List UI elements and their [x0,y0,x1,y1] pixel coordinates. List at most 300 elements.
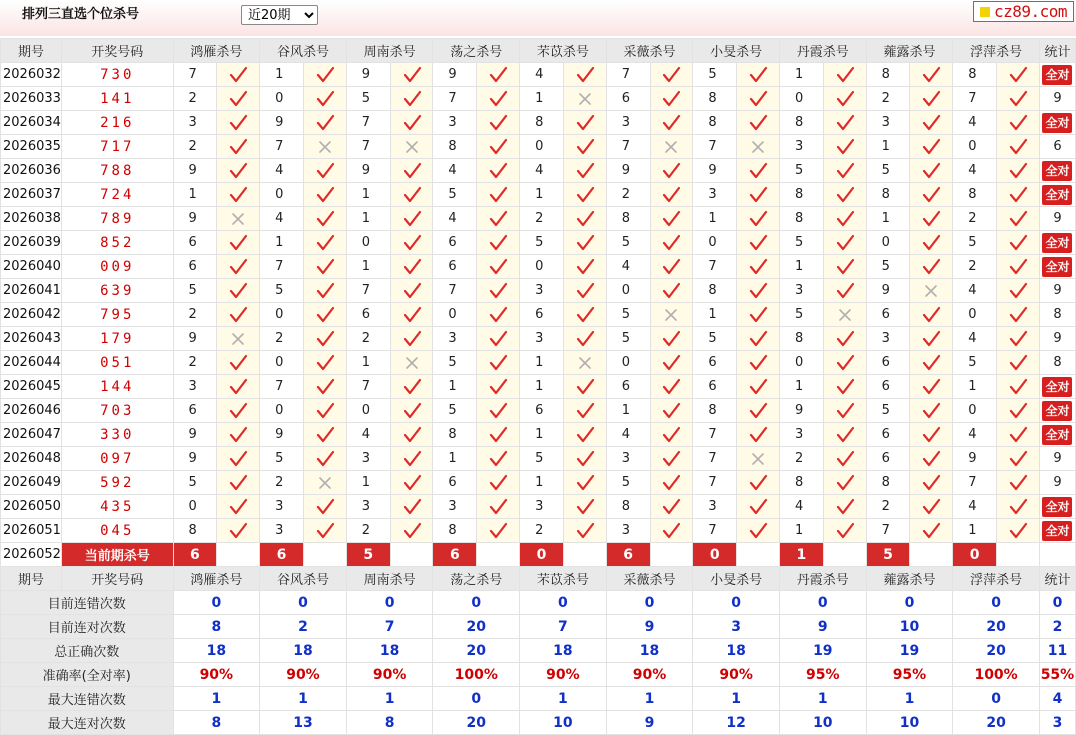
summary-label: 总正确次数 [1,639,174,663]
kill-number-cell: 3 [693,183,737,207]
period-cell: 2026047 [1,423,62,447]
check-icon [910,447,953,471]
kill-number-cell: 4 [779,495,823,519]
row-stat-cell: 8 [1039,303,1075,327]
kill-number-cell: 0 [260,183,304,207]
current-kill-number: 5 [346,543,390,567]
check-icon [563,423,606,447]
check-icon [563,519,606,543]
kill-number-cell: 5 [693,63,737,87]
summary-value: 18 [606,639,693,663]
draw-number-cell: 051 [61,351,173,375]
summary-value: 9 [606,711,693,735]
check-icon [477,303,520,327]
check-icon [477,327,520,351]
check-icon [737,495,780,519]
summary-value: 0 [953,591,1040,615]
kill-number-cell: 4 [433,207,477,231]
kill-number-cell: 9 [173,447,217,471]
kill-number-cell: 7 [260,375,304,399]
table-row [1,375,1076,399]
check-icon [650,375,693,399]
col-header-expert: 谷风杀号 [260,39,347,63]
kill-number-cell: 4 [260,159,304,183]
summary-value: 0 [779,591,866,615]
summary-label: 准确率(全对率) [1,663,174,687]
kill-number-cell: 7 [693,135,737,159]
check-icon [823,471,866,495]
cross-icon [217,207,260,231]
kill-number-cell: 9 [779,399,823,423]
kill-number-cell: 6 [693,351,737,375]
all-right-badge: 全对 [1042,257,1072,277]
kill-number-cell: 3 [779,279,823,303]
summary-value: 95% [866,663,953,687]
period-cell: 2026050 [1,495,62,519]
check-icon [910,519,953,543]
period-range-select[interactable] [241,5,318,25]
kill-number-cell: 1 [173,183,217,207]
kill-number-cell: 6 [433,255,477,279]
check-icon [390,279,433,303]
row-stat-cell: 9 [1039,471,1075,495]
check-icon [217,255,260,279]
current-kill-number: 5 [866,543,910,567]
check-icon [997,399,1040,423]
kill-number-cell: 3 [260,495,304,519]
kill-number-cell: 0 [779,87,823,111]
kill-number-cell: 5 [433,183,477,207]
kill-number-cell: 5 [606,327,650,351]
kill-number-cell: 0 [260,399,304,423]
current-kill-number: 1 [779,543,823,567]
kill-number-cell: 6 [606,375,650,399]
blank-cell [303,543,346,567]
check-icon [477,183,520,207]
kill-number-cell: 6 [173,255,217,279]
summary-row [1,663,1076,687]
col-header-draw: 开奖号码 [61,567,173,591]
kill-number-cell: 5 [693,327,737,351]
check-icon [390,207,433,231]
check-icon [737,159,780,183]
kill-number-cell: 0 [433,303,477,327]
kill-number-cell: 1 [520,87,564,111]
row-stat-cell [1039,111,1075,135]
summary-value: 7 [346,615,433,639]
cross-icon [737,135,780,159]
kill-number-cell: 3 [433,111,477,135]
summary-value: 10 [866,615,953,639]
row-stat-cell [1039,231,1075,255]
col-header-expert: 采薇杀号 [606,567,693,591]
current-kill-number: 0 [953,543,997,567]
summary-value: 1 [346,687,433,711]
all-right-badge: 全对 [1042,233,1072,253]
blank-cell [477,543,520,567]
check-icon [303,519,346,543]
kill-number-cell: 1 [866,135,910,159]
check-icon [737,375,780,399]
table-row [1,471,1076,495]
check-icon [390,111,433,135]
kill-number-cell: 8 [173,519,217,543]
kill-number-cell: 5 [606,471,650,495]
check-icon [477,111,520,135]
check-icon [217,351,260,375]
summary-value: 90% [606,663,693,687]
col-header-expert: 芣苡杀号 [520,567,607,591]
check-icon [910,183,953,207]
check-icon [650,327,693,351]
summary-value: 19 [866,639,953,663]
check-icon [477,351,520,375]
kill-number-cell: 2 [520,519,564,543]
kill-number-cell: 6 [520,399,564,423]
kill-number-cell: 6 [520,303,564,327]
kill-number-table [0,38,1076,735]
row-stat-cell: 9 [1039,327,1075,351]
check-icon [477,375,520,399]
draw-number-cell: 703 [61,399,173,423]
kill-number-cell: 6 [606,87,650,111]
table-row [1,87,1076,111]
check-icon [910,423,953,447]
draw-number-cell: 852 [61,231,173,255]
col-header-expert: 蕹露杀号 [866,567,953,591]
blank-cell [217,543,260,567]
kill-number-cell: 2 [173,135,217,159]
kill-number-cell: 3 [606,519,650,543]
summary-value: 0 [953,687,1040,711]
kill-number-cell: 4 [520,63,564,87]
check-icon [390,423,433,447]
blank-cell [390,543,433,567]
current-kill-number: 0 [693,543,737,567]
summary-value: 0 [260,591,347,615]
check-icon [997,255,1040,279]
check-icon [303,159,346,183]
check-icon [650,423,693,447]
check-icon [390,231,433,255]
check-icon [650,255,693,279]
kill-number-cell: 0 [953,135,997,159]
summary-value: 20 [953,639,1040,663]
summary-value: 2 [260,615,347,639]
kill-number-cell: 0 [693,231,737,255]
check-icon [477,207,520,231]
summary-value: 0 [433,687,520,711]
summary-value: 8 [173,615,260,639]
check-icon [563,111,606,135]
row-stat-cell: 9 [1039,87,1075,111]
kill-number-cell: 9 [346,159,390,183]
summary-value: 0 [520,591,607,615]
kill-number-cell: 1 [779,63,823,87]
summary-row [1,615,1076,639]
kill-number-cell: 8 [779,183,823,207]
check-icon [390,63,433,87]
draw-number-cell: 216 [61,111,173,135]
summary-value: 20 [433,615,520,639]
site-logo[interactable] [973,1,1074,22]
kill-number-cell: 0 [520,135,564,159]
kill-number-cell: 5 [779,159,823,183]
kill-number-cell: 3 [346,495,390,519]
period-cell: 2026038 [1,207,62,231]
blank-cell [650,543,693,567]
check-icon [217,63,260,87]
table-row [1,399,1076,423]
current-kill-number: 6 [173,543,217,567]
check-icon [650,399,693,423]
draw-number-cell: 045 [61,519,173,543]
check-icon [823,399,866,423]
summary-total: 11 [1039,639,1075,663]
check-icon [217,135,260,159]
kill-number-cell: 4 [953,111,997,135]
check-icon [303,327,346,351]
check-icon [910,135,953,159]
kill-number-cell: 1 [433,375,477,399]
check-icon [823,351,866,375]
row-stat-cell: 9 [1039,279,1075,303]
summary-value: 90% [173,663,260,687]
draw-number-cell: 179 [61,327,173,351]
kill-number-cell: 0 [953,399,997,423]
check-icon [650,447,693,471]
check-icon [997,63,1040,87]
kill-number-cell: 8 [433,423,477,447]
summary-value: 20 [433,639,520,663]
check-icon [823,255,866,279]
kill-number-cell: 5 [260,447,304,471]
kill-number-cell: 7 [693,471,737,495]
summary-total: 55% [1039,663,1075,687]
summary-row [1,591,1076,615]
draw-number-cell: 592 [61,471,173,495]
check-icon [650,63,693,87]
kill-number-cell: 8 [866,183,910,207]
check-icon [477,63,520,87]
kill-number-cell: 0 [953,303,997,327]
summary-value: 9 [606,615,693,639]
kill-number-cell: 4 [346,423,390,447]
check-icon [650,279,693,303]
kill-number-cell: 9 [173,207,217,231]
summary-value: 10 [779,711,866,735]
all-right-badge: 全对 [1042,377,1072,397]
check-icon [303,87,346,111]
kill-number-cell: 0 [346,399,390,423]
summary-value: 0 [173,591,260,615]
summary-total: 3 [1039,711,1075,735]
summary-row [1,639,1076,663]
period-cell: 2026032 [1,63,62,87]
check-icon [477,135,520,159]
check-icon [823,447,866,471]
check-icon [217,495,260,519]
kill-number-cell: 7 [866,519,910,543]
kill-number-cell: 3 [866,111,910,135]
period-cell: 2026041 [1,279,62,303]
col-header-expert: 荡之杀号 [433,39,520,63]
check-icon [217,111,260,135]
row-stat-cell [1039,399,1075,423]
kill-number-cell: 9 [260,111,304,135]
kill-number-cell: 5 [433,351,477,375]
summary-value: 1 [260,687,347,711]
check-icon [477,399,520,423]
table-row [1,255,1076,279]
check-icon [217,231,260,255]
kill-number-cell: 9 [346,63,390,87]
cross-icon [737,447,780,471]
blank-cell [823,543,866,567]
col-header-expert: 浮萍杀号 [953,39,1040,63]
kill-number-cell: 4 [606,423,650,447]
kill-number-cell: 4 [260,207,304,231]
row-stat-cell [1039,495,1075,519]
summary-value: 13 [260,711,347,735]
period-cell: 2026040 [1,255,62,279]
cross-icon [910,279,953,303]
draw-number-cell: 435 [61,495,173,519]
kill-number-cell: 7 [260,135,304,159]
summary-value: 7 [520,615,607,639]
kill-number-cell: 1 [779,519,823,543]
check-icon [910,111,953,135]
summary-row [1,687,1076,711]
check-icon [823,159,866,183]
kill-number-cell: 1 [520,375,564,399]
col-header-expert: 鸿雁杀号 [173,567,260,591]
table-row [1,231,1076,255]
logo-square-icon [980,7,990,17]
col-header-expert: 芣苡杀号 [520,39,607,63]
kill-number-cell: 1 [779,255,823,279]
check-icon [997,471,1040,495]
period-cell: 2026037 [1,183,62,207]
kill-number-cell: 5 [520,447,564,471]
col-header-period: 期号 [1,567,62,591]
check-icon [217,375,260,399]
check-icon [390,375,433,399]
current-kill-label: 当前期杀号 [61,543,173,567]
check-icon [823,519,866,543]
check-icon [563,231,606,255]
col-header-expert: 丹霞杀号 [779,567,866,591]
check-icon [390,303,433,327]
kill-number-cell: 3 [606,447,650,471]
summary-value: 0 [693,591,780,615]
kill-number-cell: 3 [260,519,304,543]
summary-value: 1 [866,687,953,711]
check-icon [823,63,866,87]
summary-value: 90% [693,663,780,687]
kill-number-cell: 5 [866,159,910,183]
kill-number-cell: 1 [520,183,564,207]
kill-number-cell: 9 [866,279,910,303]
check-icon [910,327,953,351]
table-row [1,111,1076,135]
check-icon [997,519,1040,543]
kill-number-cell: 0 [260,87,304,111]
kill-number-cell: 8 [693,279,737,303]
check-icon [910,63,953,87]
check-icon [737,399,780,423]
check-icon [910,159,953,183]
row-stat-cell: 6 [1039,135,1075,159]
check-icon [303,447,346,471]
col-header-expert: 谷风杀号 [260,567,347,591]
kill-number-cell: 6 [866,423,910,447]
current-kill-number: 6 [260,543,304,567]
check-icon [563,135,606,159]
check-icon [217,87,260,111]
summary-value: 18 [260,639,347,663]
kill-number-cell: 1 [260,231,304,255]
summary-value: 19 [779,639,866,663]
check-icon [910,471,953,495]
check-icon [217,159,260,183]
summary-value: 10 [866,711,953,735]
all-right-badge: 全对 [1042,185,1072,205]
check-icon [477,279,520,303]
kill-number-cell: 7 [953,471,997,495]
row-stat-cell: 9 [1039,447,1075,471]
summary-value: 0 [346,591,433,615]
check-icon [910,231,953,255]
kill-number-cell: 5 [346,87,390,111]
check-icon [910,207,953,231]
check-icon [563,183,606,207]
summary-value: 0 [433,591,520,615]
check-icon [477,159,520,183]
check-icon [390,447,433,471]
check-icon [650,519,693,543]
kill-number-cell: 0 [260,351,304,375]
kill-number-cell: 8 [779,207,823,231]
check-icon [910,351,953,375]
kill-number-cell: 3 [520,279,564,303]
check-icon [390,471,433,495]
kill-number-cell: 2 [173,303,217,327]
kill-number-cell: 1 [346,255,390,279]
all-right-badge: 全对 [1042,521,1072,541]
table-row [1,183,1076,207]
summary-label: 目前连错次数 [1,591,174,615]
kill-number-cell: 8 [520,111,564,135]
check-icon [303,255,346,279]
check-icon [737,279,780,303]
summary-value: 1 [173,687,260,711]
check-icon [737,327,780,351]
kill-number-cell: 4 [953,495,997,519]
period-cell: 2026046 [1,399,62,423]
kill-number-cell: 2 [346,327,390,351]
check-icon [997,303,1040,327]
period-cell: 2026035 [1,135,62,159]
all-right-badge: 全对 [1042,161,1072,181]
kill-number-cell: 3 [779,135,823,159]
current-kill-number: 0 [520,543,564,567]
check-icon [823,183,866,207]
col-header-expert: 丹霞杀号 [779,39,866,63]
kill-number-cell: 9 [173,159,217,183]
summary-value: 18 [173,639,260,663]
draw-number-cell: 724 [61,183,173,207]
